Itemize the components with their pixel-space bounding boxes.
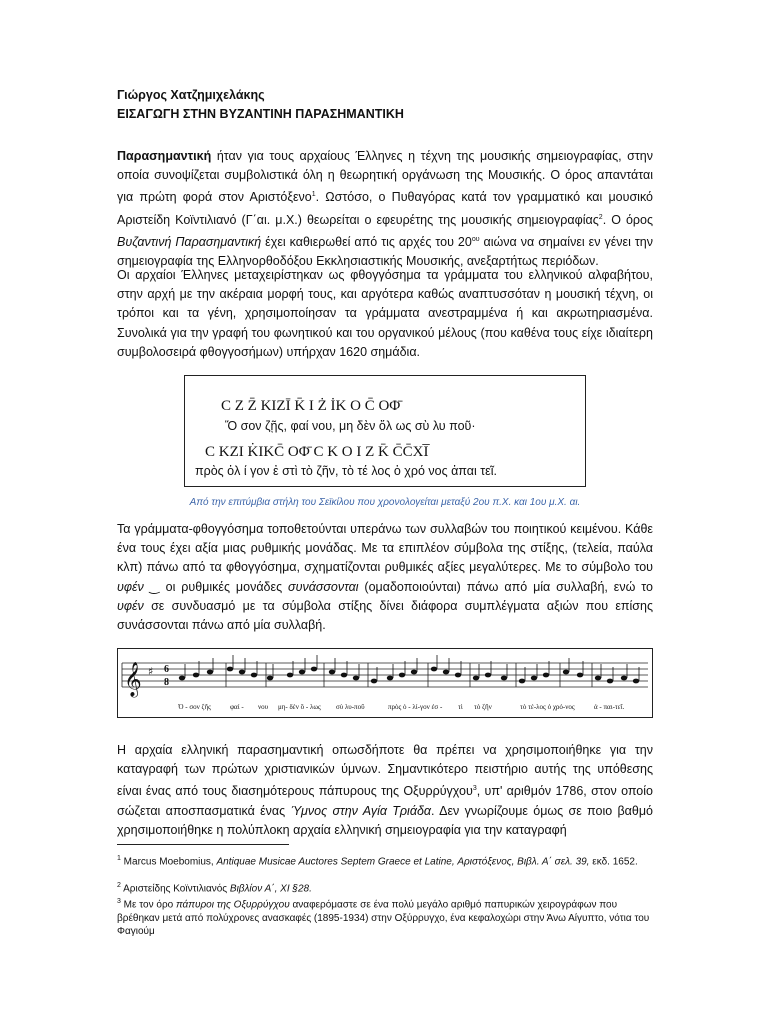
note-head	[299, 670, 305, 675]
note-head	[267, 676, 273, 681]
time-signature-bottom: 8	[164, 677, 169, 688]
treble-clef-icon: 𝄞	[124, 662, 142, 697]
note-head	[287, 673, 293, 678]
staff-lyric: πρὸς ὀ - λί-γον ἐσ -	[388, 703, 443, 711]
seikilos-notes-row-2: C KZI K̇IKC̄ OΦ̄ C K O I Z K̄ C̄C̄XI̅	[205, 444, 429, 460]
author-name: Γιώργος Χατζημιχελάκης	[117, 88, 265, 102]
note-head	[607, 679, 613, 684]
note-head	[501, 676, 507, 681]
seikilos-notes-row-1: C Z Z̄ KIZĪ K̄ I Ż İK O C̄ OΦ̄	[221, 398, 401, 414]
footnote-separator	[117, 844, 289, 845]
footnote-ref-2[interactable]: 2	[598, 213, 603, 221]
seikilos-lyrics-row-2: πρὸς ὀλ ί γον ἐ στὶ τὸ ζῆν, τὸ τέ λος ὁ χρό νος ἀπαι τεῖ.	[195, 464, 497, 478]
term-parasimantiki: Παρασημαντική	[117, 149, 212, 163]
footnote-ref-1[interactable]: 1	[311, 191, 316, 199]
note-head	[179, 676, 185, 681]
staff-lyric: τὶ	[458, 703, 463, 711]
note-head	[371, 679, 377, 684]
footnote-ref-3[interactable]: 3	[472, 785, 477, 793]
note-head	[519, 679, 525, 684]
note-head	[543, 673, 549, 678]
note-head	[455, 673, 461, 678]
footnote-3: $^3$ Με τον όρο πάπυροι της Οξυρρύγχου αναφερόμαστε σε ένα πολύ μεγάλο αριθμό παπυρικών χειρογράφων που βρέθηκαν μετά από πολύχρονες ανασκαφές (1895-1934) στην Οξύρρυγχο, ένα κεφαλοχώρι στην Άνω Αίγυπτο, νότια του Φαγιούμ	[117, 898, 650, 938]
note-head	[411, 670, 417, 675]
music-staff	[118, 649, 652, 717]
paragraph-intro: Παρασημαντική ήταν για τους αρχαίους Έλληνες η τέχνη της μουσικής σημειογραφίας, στην οποία συνοψίζεται συμβολιστικά όλη η θεωρητική οργάνωση της Μουσικής. Ο όρος απαντάται για πρώτη φορά στον Αριστόξενο$^1$. Ωστόσο, ο Πυθαγόρας κατά τον γραμματικό και μουσικό Αριστείδη Κοϊντιλιανό (Γ΄αι. μ.Χ.) θεωρείται ο εφευρέτης της μουσικής σημειογραφίας$^2$. Ο όρος Βυζαντινή Παρασημαντική έχει καθιερωθεί από τις αρχές του $20^{o\upsilon}$ αιώνα να σημαίνει εν γένει την σημειογραφία της Ελληνορθοδόξου Εκκλησιαστικής Μουσικής, ανεξαρτήτως περιόδων.	[117, 149, 654, 269]
staff-lyric: νου	[258, 703, 269, 711]
paragraph-ancient-notation: Οι αρχαίοι Έλληνες μεταχειρίστηκαν ως φθογγόσημα τα γράμματα του ελληνικού αλφαβήτου, στην αρχή με την ακέραια μορφή τους, και αργότερα καθώς αναπτυσσόταν η μουσική τέχνη, οι τρόποι και τα γένη, χρησιμοποίησαν τα γράμματα ανεστραμμένα ή και ακρωτηριασμένα. Συνολικά για την γραφή του φωνητικού και του οργανικού μέλους (που καθένα τους είχε ιδιαίτερη συμβολοσειρά φθογγοσήμων) υπήρχαν 1620 σημάδια.	[117, 268, 653, 359]
note-head	[227, 667, 233, 672]
paragraph-christian-hymns: Η αρχαία ελληνική παρασημαντική οπωσδήποτε θα πρέπει να χρησιμοποιήθηκε για την καταγραφή των πρώτων χριστιανικών ύμνων. Σημαντικότερο πειστήριο αυτής της υπόθεσης είναι ένας από τους διασημότερους πάπυρους της Οξυρρύγχου$^3$, υπ' αριθμόν 1786, στον οποίο σώζεται αποσπασματικά ένας Ύμνος στην Αγία Τριάδα. Δεν γνωρίζουμε όμως σε ποιο βαθμό χρησιμοποιήθηκε η πολύπλοκη αρχαία ελληνική σημειογραφία για την καταγραφή	[117, 743, 653, 837]
figure-caption: Από την επιτύμβια στήλη του Σεϊκίλου που χρονολογείται μεταξύ 2ου π.Χ. και 1ου μ.Χ. αι.	[189, 497, 581, 508]
staff-lyric: φαί -	[230, 703, 244, 711]
note-head	[251, 673, 257, 678]
sharp-icon: ♯	[148, 665, 154, 678]
note-head	[473, 676, 479, 681]
note-head	[387, 676, 393, 681]
note-head	[431, 667, 437, 672]
note-head	[353, 676, 359, 681]
music-staff-figure	[117, 648, 653, 718]
note-head	[329, 670, 335, 675]
note-head	[595, 676, 601, 681]
footnote-1: $^1$ Marcus Moebomius, Antiquae Musicae Auctores Septem Graece et Latine, Αριστόξενος, Βιβλ. Α΄ σελ. 39, εκδ. 1652.	[117, 855, 638, 868]
seikilos-notation-box	[184, 375, 586, 487]
note-head	[621, 676, 627, 681]
note-head	[531, 676, 537, 681]
note-head	[485, 673, 491, 678]
time-signature-top: 6	[164, 664, 169, 675]
footnote-2: $^2$ Αριστείδης Κοϊντιλιανός Βιβλίον Α΄, ΧΙ §28.	[117, 882, 312, 895]
document-title: ΕΙΣΑΓΩΓΗ ΣΤΗΝ ΒΥΖΑΝΤΙΝΗ ΠΑΡΑΣΗΜΑΝΤΙΚΗ	[117, 107, 404, 121]
superscript-ou: ου	[471, 236, 480, 244]
note-head	[443, 670, 449, 675]
staff-lyric: τὸ ζῆν	[474, 703, 492, 711]
staff-lyric: τὸ τέ-λος ὁ χρό-νος	[520, 703, 575, 711]
staff-lyric: ἀ - παι-τεῖ.	[594, 703, 625, 711]
staff-lyric: μη- δὲν ὅ - λως	[278, 703, 321, 711]
note-head	[311, 667, 317, 672]
note-head	[193, 673, 199, 678]
seikilos-notation	[185, 376, 585, 486]
note-head	[633, 679, 639, 684]
note-head	[563, 670, 569, 675]
note-head	[341, 673, 347, 678]
note-head	[207, 670, 213, 675]
term-byzantine: Βυζαντινή Παρασημαντική	[117, 235, 262, 250]
note-head	[577, 673, 583, 678]
note-head	[239, 670, 245, 675]
note-head	[399, 673, 405, 678]
paragraph-rhythm: Τα γράμματα-φθογγόσημα τοποθετούνται υπεράνω των συλλαβών του ποιητικού κειμένου. Κάθε ένα τους έχει αξία μιας ρυθμικής μονάδας. Με τα επιπλέον σύμβολα της στίξης, (τελεία, παύλα κλπ) πάνω από τα φθογγόσημα, σχηματίζονται ρυθμικές αξίες μεγαλύτερες. Με το σύμβολο του υφέν ‿ οι ρυθμικές μονάδες συνάσσονται (ομαδοποιούνται) πάνω από μία συλλαβή, ενώ το υφέν σε συνδυασμό με τα σύμβολα στίξης δίνει διάφορα συμπλέγματα αξιών που επίσης συνάσσονται πάνω από μία συλλαβή.	[117, 522, 654, 633]
staff-lyric: σὺ λυ-ποῦ	[336, 703, 365, 711]
staff-lyric: Ὁ - σον ζῆς	[178, 703, 211, 711]
seikilos-lyrics-row-1: Ὅ σον ζῇς, φαί νου, μη δὲν ὅλ ως σὺ λυ ποῦ·	[225, 419, 476, 433]
staff-notes	[179, 655, 639, 687]
